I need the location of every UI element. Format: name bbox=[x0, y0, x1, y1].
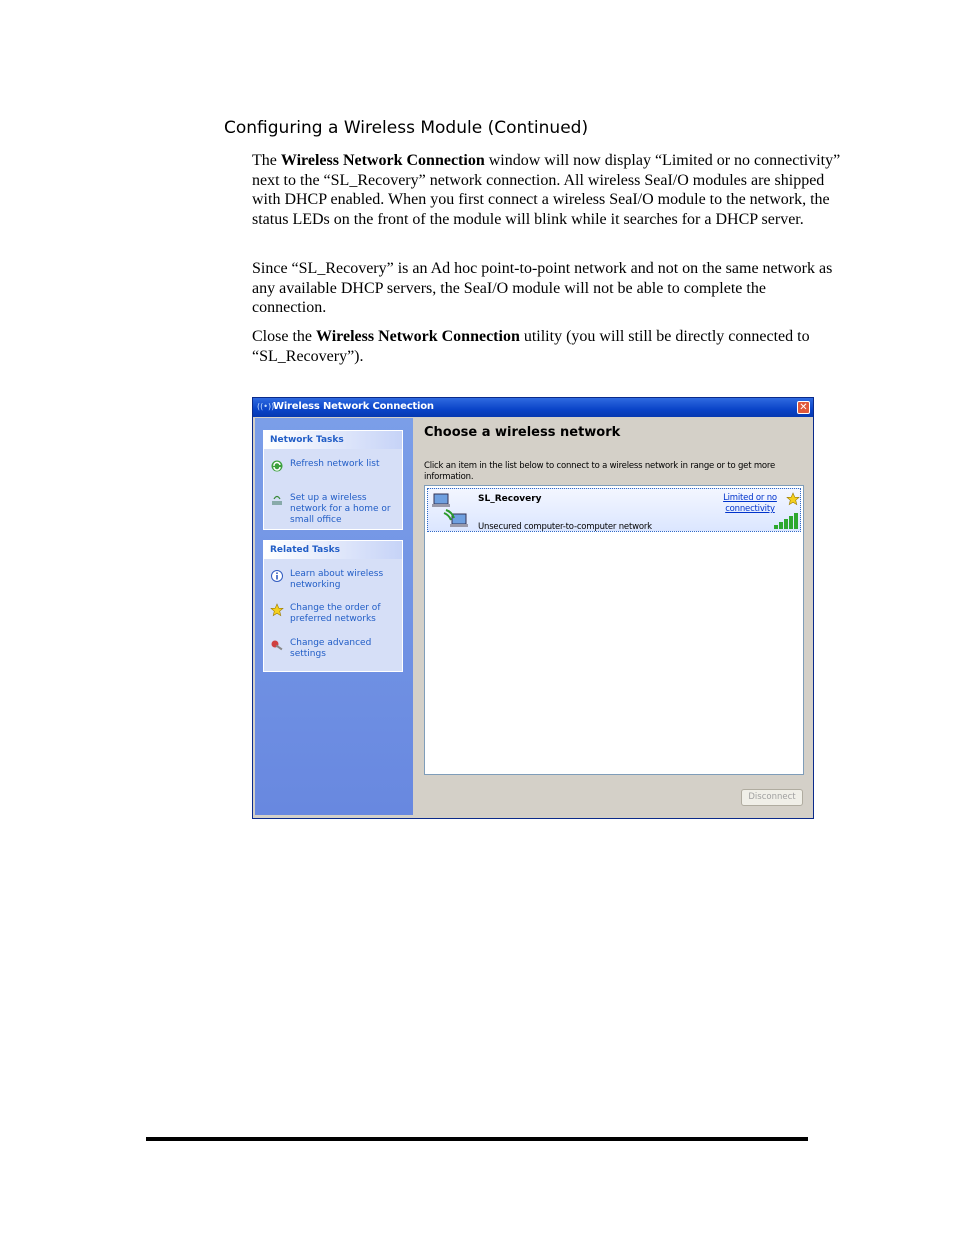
network-list[interactable] bbox=[424, 485, 804, 775]
window-titlebar[interactable] bbox=[253, 398, 813, 417]
p3-text-end: utility (you will still be directly connected to “SL_Recovery”). bbox=[252, 328, 810, 365]
main-title: Choose a wireless network bbox=[424, 425, 621, 440]
signal-bar bbox=[774, 525, 778, 529]
p1-text-end: window will now display “Limited or no connectivity” next to the “SL_Recovery” network connection. All wireless SeaI/O modules are shipped with DHCP enabled. When you first connect a wireless SeaI/O module to the network, the status LEDs on the front of the module will blink while it searches for a DHCP server. bbox=[252, 152, 841, 228]
paragraph-2: Since “SL_Recovery” is an Ad hoc point-to-point network and not on the same network as any available DHCP servers, the SeaI/O module will not be able to complete the connection. bbox=[252, 260, 833, 317]
p3-bold-term: Wireless Network Connection bbox=[316, 328, 520, 345]
network-tasks-header[interactable]: Network Tasks bbox=[264, 431, 402, 449]
signal-bar bbox=[784, 519, 788, 529]
p1-text-start: The bbox=[252, 152, 281, 169]
connection-status-link[interactable]: Limited or no connectivity bbox=[723, 493, 777, 514]
instruction-text: Click an item in the list below to connect to a wireless network in range or to get more information. bbox=[424, 461, 776, 482]
adhoc-network-icon bbox=[432, 492, 472, 530]
network-description: Unsecured computer-to-computer network bbox=[478, 522, 652, 532]
refresh-icon bbox=[270, 459, 284, 473]
task-sidebar bbox=[255, 418, 413, 815]
task-label: Learn about wireless networking bbox=[290, 569, 384, 590]
window-title: Wireless Network Connection bbox=[273, 401, 434, 412]
network-name: SL_Recovery bbox=[478, 494, 542, 504]
info-icon bbox=[270, 569, 284, 583]
close-button[interactable]: ✕ bbox=[797, 401, 810, 414]
signal-bar bbox=[794, 513, 798, 529]
task-label: Change the order of preferred networks bbox=[290, 603, 381, 624]
task-label: Refresh network list bbox=[290, 459, 380, 469]
footer-rule bbox=[146, 1137, 808, 1141]
wireless-network-connection-window bbox=[252, 397, 814, 819]
paragraph-1 bbox=[252, 151, 842, 229]
network-item-sl-recovery[interactable] bbox=[427, 488, 801, 532]
related-tasks-panel bbox=[263, 540, 403, 672]
setup-network-icon bbox=[270, 493, 284, 507]
main-pane bbox=[415, 418, 813, 818]
task-label: Set up a wireless network for a home or small office bbox=[290, 493, 391, 525]
related-tasks-header[interactable]: Related Tasks bbox=[264, 541, 402, 559]
network-tasks-panel bbox=[263, 430, 403, 530]
signal-strength-icon bbox=[772, 513, 800, 529]
wireless-icon: ((•)) bbox=[257, 402, 275, 411]
task-label: Change advanced settings bbox=[290, 638, 372, 659]
p1-bold-term: Wireless Network Connection bbox=[280, 152, 485, 169]
settings-icon bbox=[270, 638, 284, 652]
paragraph-3 bbox=[252, 327, 842, 366]
p3-text-start: Close the bbox=[252, 328, 316, 345]
section-heading: Configuring a Wireless Module (Continued) bbox=[224, 118, 589, 138]
star-icon bbox=[270, 603, 284, 617]
disconnect-button[interactable]: Disconnect bbox=[741, 789, 803, 806]
signal-bar bbox=[779, 522, 783, 529]
signal-bar bbox=[789, 516, 793, 529]
preferred-star-icon bbox=[786, 491, 800, 505]
